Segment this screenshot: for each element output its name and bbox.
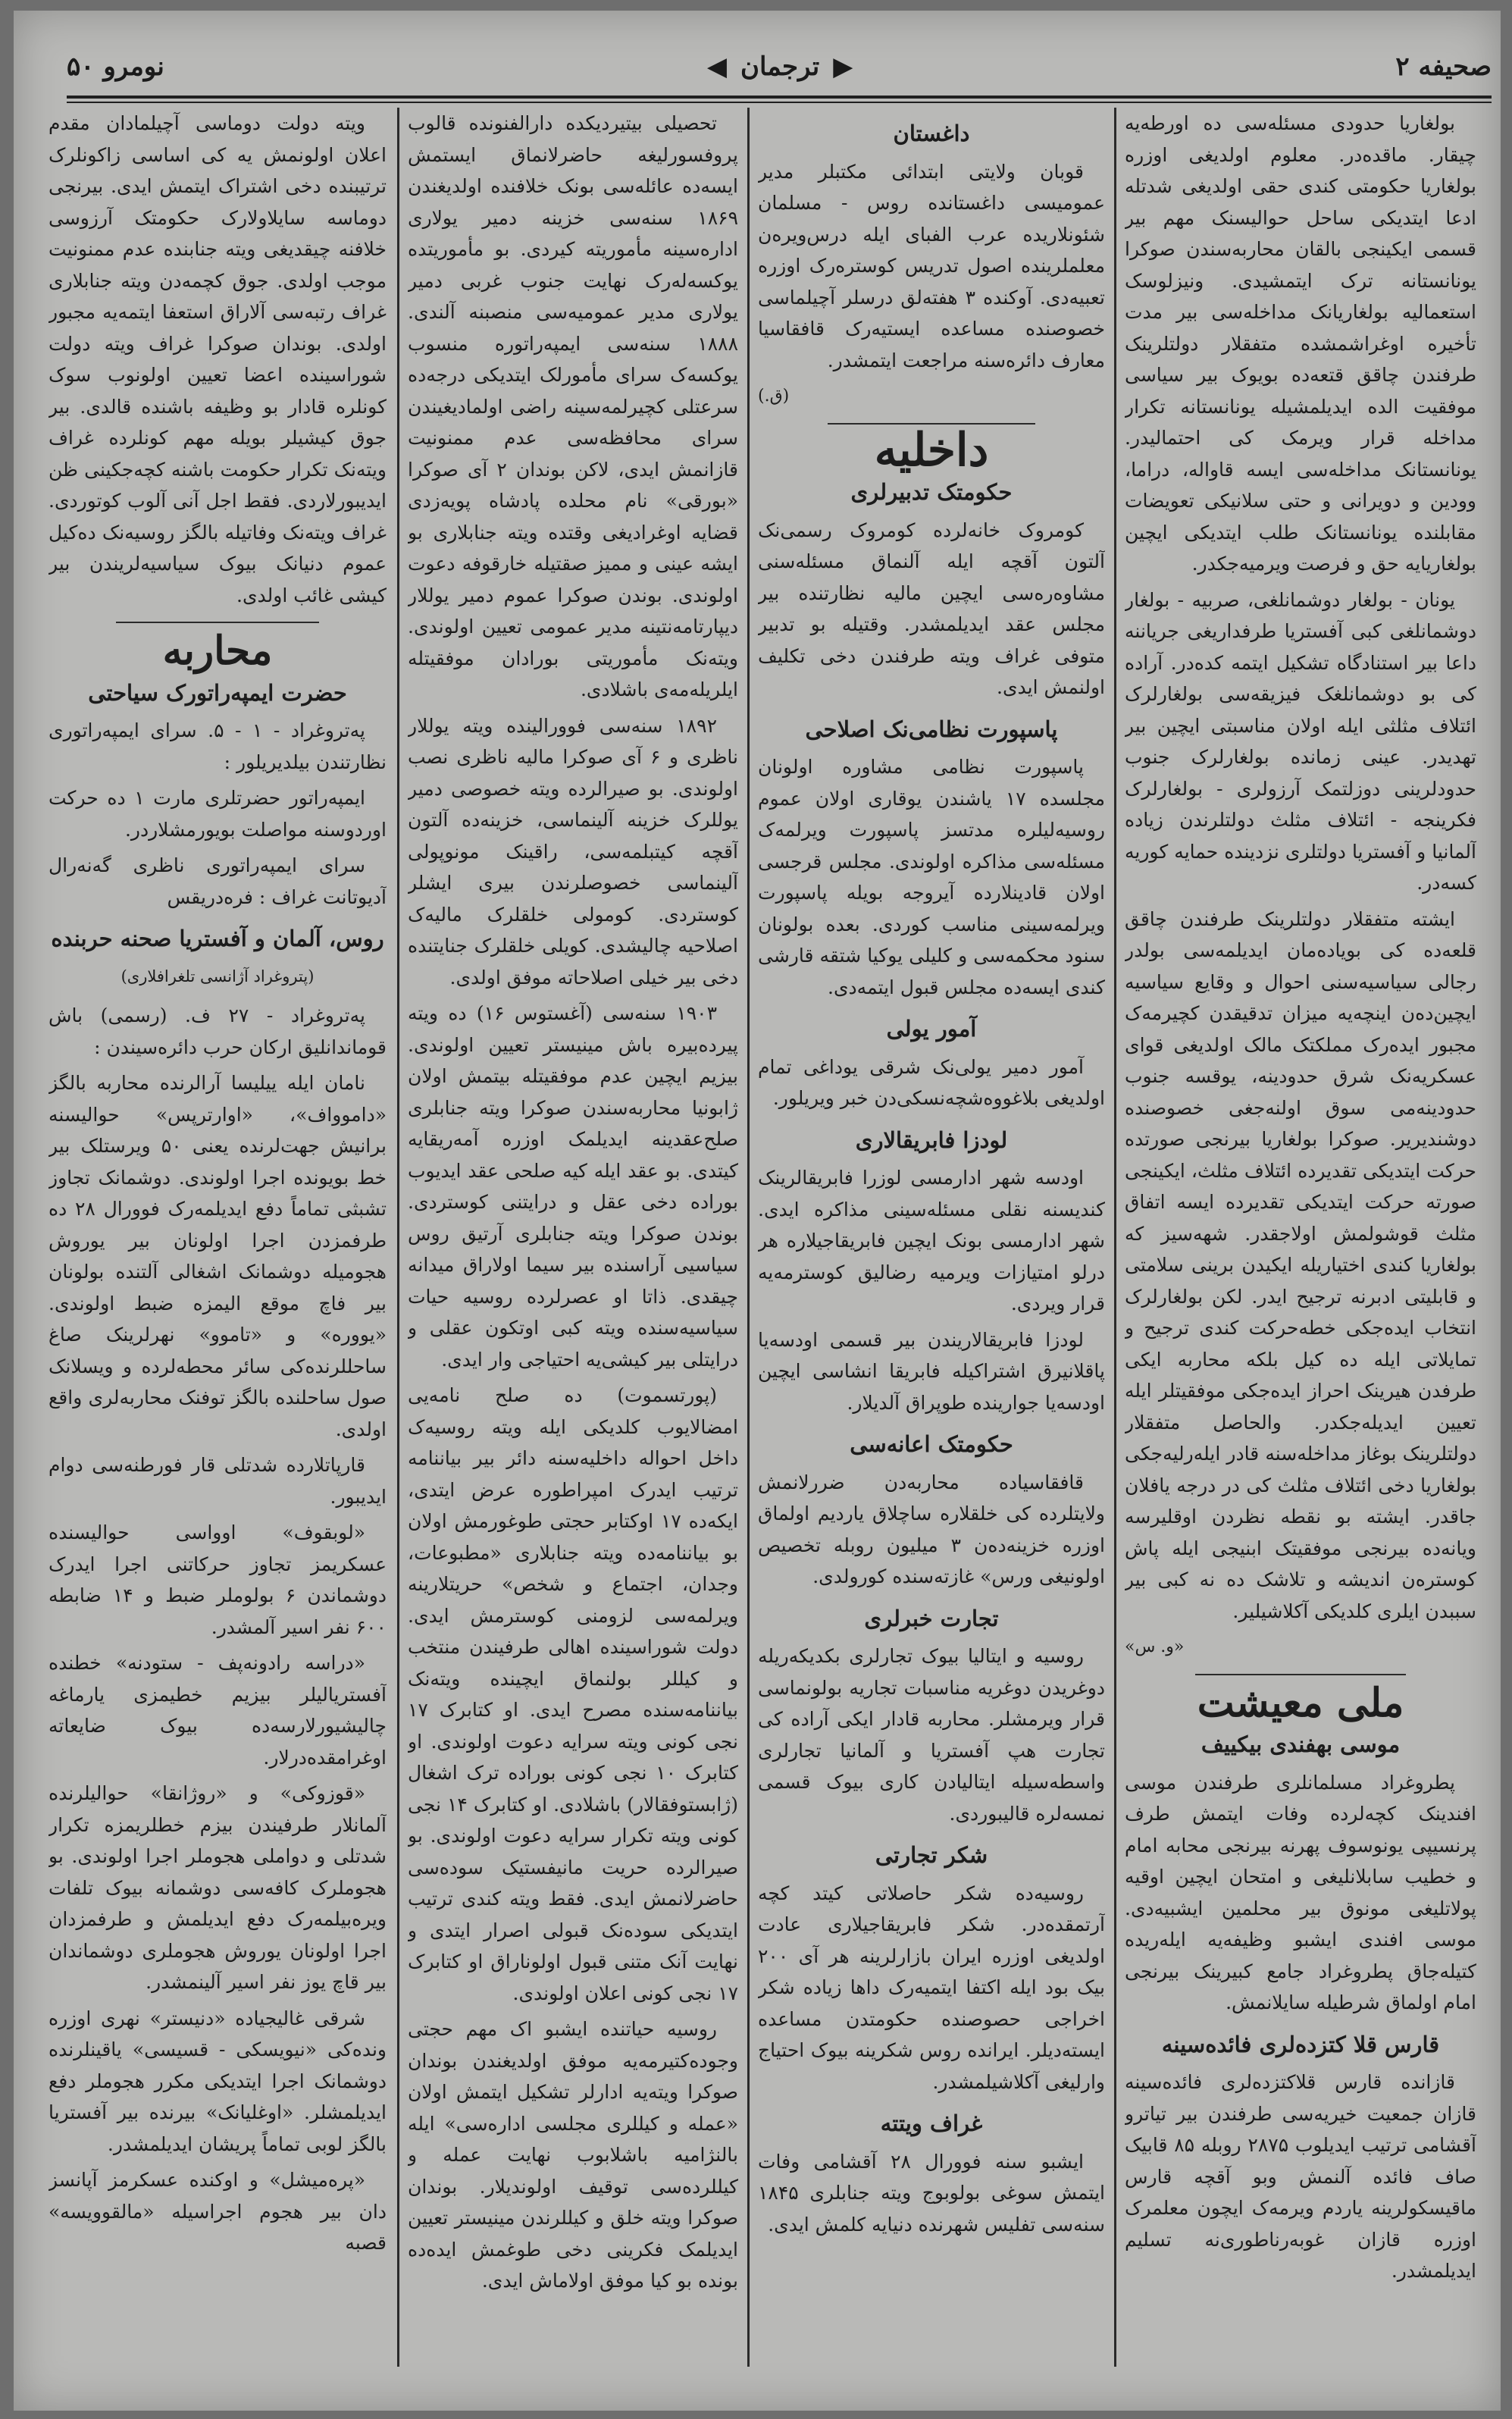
article-heading: غراف ویتته xyxy=(880,2110,983,2136)
article-paragraph: روسیه و ایتالیا بیوک تجارلری بکدیکه‌ریله دوغریدن دوغریه مناسبات تجاریه بولونماسی قرار ویرمشلر. محاربه قادار ایکی آراده کی تجارت هپ آفستریا و آلمانیا تجارلری واسطه‌سیله ایتالیادن کاری بیوک قسمی نمسه‌لره قالیبوردی. xyxy=(758,1645,1105,1825)
section-heading-dahiliye: داخلیه xyxy=(874,423,989,477)
column-divider xyxy=(397,108,399,2367)
article-paragraph: پاسپورت نظامی مشاوره اولونان مجلسده ۱۷ یاشندن یوقاری اولان عموم روسیه‌لیلره مدتسز پاسپورت ویرلمه‌ک مسئله‌سی مذاکره اولوندی. مجلس قرجسی اولان قادینلار‌ده آیروجه بویله پاسپورت ویرلمه‌سینی مناسب کوردی. بعده بولونان سنود محکمه‌سی و کلیلی یوکیا شتقه قارشی کندی ایسه‌ده مجلس قبول ایتمه‌دی. xyxy=(758,756,1105,998)
column-divider xyxy=(747,108,750,2367)
page-header xyxy=(67,44,1492,89)
article-heading: موسی بهفندی بیکییف xyxy=(1201,1731,1401,1757)
article-heading: پاسپورت نظامی‌نک اصلاحی xyxy=(805,716,1058,742)
article-paragraph: په‌تروغراد - ۱ - ۵. سرای ایمپه‌راتوری نظارتندن بیلدیریلور : xyxy=(49,719,387,773)
article-heading: آمور یولی xyxy=(886,1016,977,1042)
article-heading: لودزا فابریقالاری xyxy=(855,1126,1008,1153)
article-heading: حکومتک اعانه‌سی xyxy=(850,1431,1013,1457)
newspaper-page xyxy=(14,11,1501,2411)
article-paragraph: روسیه‌ده شکر حاصلاتی کیتد کچه آرتمقده‌در. شکر فابریقاجیلاری عادت اولدیغی اوزره ایران بازارلرینه هر آی ۲۰۰ بیک بود ایله اکتفا ایتمیه‌رک داها زیاده شکر اخراجی حصوصنده حکومتدن مساعده ایسته‌دیلر. ایرانده روس شکرینه بیوک احتیاج وارلیغی آکلاشیلمشدر. xyxy=(758,1882,1105,2093)
article-signature: «و. س» xyxy=(1125,1637,1185,1656)
article-paragraph: ویته دولت دوماسی آچیلمادان مقدم اعلان اولونمش یه کی اساسی زاکونلرک ترتیبنده دخی اشتراک ایتمش ایدی. بیرنجی دوماسه سایلاولارک حکومتک آرزوسی خلافنه چیقدیغی ویته جنابنده عدم ممنونیت موجب اولدی. جوق کچمه‌دن ویته جنابلاری غراف رتبه‌سی آلاراق استعفا ایتمه‌یه مجبور اولدی. بوندان صوکرا غراف ویته دولت شوراسینده اعضا تعیین اولونوب سوک کونلره قادار بو وظیفه باشنده قالدی. بیر جوق کیشیلر بویله مهم کونلرده غراف ویته‌نک تکرار حکومت باشنه کچه‌جکینی ظن ایدیبورلاردی. فقط اجل آنی آلوب کوتوردی. غراف ویته‌نک وفاتیله بالگز روسیه‌نک ده‌کیل عموم دنیانک بیوک سیاسیه‌لریندن بیر کیشی غائب اولدی. xyxy=(49,112,387,606)
article-paragraph: ایمپه‌راتور حضرتلری مارت ۱ ده حرکت اوردوسنه مواصلت بویورمشلاردر. xyxy=(49,787,387,841)
article-heading: حضرت ایمپه‌راتورک سیاحتی xyxy=(88,679,347,706)
article-paragraph: لودزا فابریقالاریندن بیر قسمی اودسه‌یا پاقلانیرق اشترا‌کیله فابریقا انشاسی ایچین اودسه‌یا جوارینده طوپراق آلدیلار. xyxy=(758,1328,1105,1414)
article-paragraph: روسیه حیاتنده ایشبو اک مهم حجتی وجوده‌کتیرمه‌یه موفق اولدیغندن بوندان صوکرا ویته‌یه ادارلر تشکیل ایتمش اولان «عمله و کیللری مجلسی اداره‌سی» ایله بالنژامیه باشلابوب نهایت عمله و کیللرده‌سی توقیف اولوندیلار. بوندان صوکرا ویته خلق و کیللرندن مینیستر تعیین ایدیلمک فکرینی دخی طوغمش ایده‌ده بونده بو کیا موفق اولاماش ایدی. xyxy=(408,2018,738,2292)
article-paragraph: (پورتسموت) ده صلح نامه‌یی امضالایوب کلدیکی ایله ویته روسیه‌ک داخل احواله داخلیه‌سنه دائر بیر بیاننامه ترتیب ایدرک امپراطوره عرض ایتدی، ایکه‌ده ۱۷ اوکتابر حجتی طوغورمش اولان بو بیاننامه‌ده ویته جنابلاری «مطبوعات، وجدان، اجتماع و شخص» حریتلارینه ویرلمه‌سی لزومنی کوسترمش ایدی. دولت شوراسینده اهالی طرفیندن منتخب و کیللر بولنماق ایچینده ویته‌نک بیاننامه‌سنده مصرح ایدی. او کتابرک ۱۷ نجی کونی ویته سرایه دعوت اولوندی. او کتابرک ۱۰ نجی کونی بوراده ترک اشغال (ژابستوفقالار) باشلادی. او کتابرک ۱۴ نجی کونی ویته تکرار سرایه دعوت اولوندی. بو صیرالرده حریت مانیفستیک سوده‌سی حاضرلانمش ایدی. فقط ویته کندی ترتیب ایتدیکی سوده‌نک قبولی اصرار ایتدی و نهایت آنک متنی قبول اولوناراق او کتابرک ۱۷ نجی کونی اعلان اولوندی. xyxy=(408,1384,738,2004)
article-paragraph: «پره‌میشل» و اوکنده عسکرمز آپانسز دان بیر هجوم اجراسیله «مالقوویسه» قصبه xyxy=(49,2169,387,2254)
section-heading-mili: ملی معیشت xyxy=(1197,1679,1404,1726)
article-paragraph: ایشبو سنه فوورال ۲۸ آقشامی وفات ایتمش سوغی بولوبوج ویته جنابلری ۱۸۴۵ سنه‌سی تفلیس شهرنده دنیایه کلمش ایدی. xyxy=(758,2150,1105,2236)
article-heading: داغستان xyxy=(893,121,970,146)
article-paragraph: قوبان ولایتی ابتدائی مکتبلر مدیر عمومیسی داغستانده روس - مسلمان شئونلاریده عرب الفبای ایله درس‌ویره‌ن معلملرینده اصول تدریس کوستره‌رک اوزره تعبیه‌دی. آوکنده ۳ هفته‌لق درسلر آچیلماسی خصوصنده مساعده ایستیه‌رک قافقاسیا معارف دائره‌سنه مراجعت ایتمشدر. xyxy=(758,160,1105,371)
article-paragraph: پطروغراد مسلمانلری طرفندن موسی افندینک کچه‌لرده وفات ایتمش طرف پرنسیپی یونوسوف پهرنه بیرنجی محابه امام و خطیب سابلانلیغی و امتحان ایچین اوقیه پولاتلیغی مونوق بیر محلمین ایشبیه‌دی. موسی افندی ایشبو وظیفه‌یه ایله‌ریده کتیله‌جاق پطروغراد جامع کبیرینک بیرنجی امام اولماق شرطیله سایلانمش. xyxy=(1125,1771,1476,2013)
article-subheading: (پتروغراد آژانسی تلغرافلاری) xyxy=(121,967,315,985)
article-paragraph: اودسه شهر ادارمسی لوزرا فابریقالرینک کندیسنه نقلی مسئله‌سینی مذاکره ایدی. شهر ادارمسی بونک ایچین فابریقاجیلاره هر درلو امتیازات ویرمیه رضالیق کوسترمه‌یه قرار ویردی. xyxy=(758,1167,1105,1314)
article-paragraph: ایشته متفقلار دولتلرینک طرفندن چاقق قلعه‌ده کی بویاده‌مان ایدیلمه‌سی بولدر رجالی سیاسیه‌سنی احوال و وقایع سیاسیه ایچین‌ده‌ن اینچه‌یه میزان تدقیقدن کچیرمه‌ک مجبور ایده‌رک مملکتک مالک اولدیغی قوای عسکریه‌نک شرق حدودینه، یوقسه جنوب حدودینه‌می سوق اولنه‌جغی خصوصنده دوشندیریر. صوکرا بولغاریا بیرنجی صورتده حرکت ایتدیکی تقدیرده ائتلاف مثلث، ایکینجی صورته حرکت ایتدیکی تقدیرده ایسه اتفاق مثلث قوشولمش اولاجقدر. شهه‌سیز که بولغاریا کندی اختیاریله ایکیدن برینی سلامتی و قابلیتی ادبرنه ترجیح ایدر. لکن بولغارلرک انتخاب ایده‌جکی خطه‌حرکت کندی ترجیح و تمایلاتی ایله ده کیل بلکه محاربه ایکی طرفدن هیرینک احراز ایده‌جکی موفقیتلر ایله تعیین ایدیله‌جکدر. والحاصل متفقلار دولتلرینک بوغاز مداخله‌سنه قادر ایله‌رلیه‌جکی بولغاریا دخی ائتلاف مثلث کی در درجه یافلان جاقدر. ایشته بو نقطه نظردن اوقلیرسه ویانه‌ده بیرنجی موفقیتک ابنیجی ایله پاش کوستره‌ن اندیشه و تلاشک ده نه کبی بیر سببدن ایلری کلدیکی آکلاشیلیر. xyxy=(1125,907,1476,1622)
article-paragraph: قافقاسیاده محاربه‌دن ضررلانمش ولایتلرده کی خلقلاره ساچلاق یاردیم اولماق اوزره خزینه‌ده‌ن ۳ میلیون روبله تخصیص اولونیغی ورس» غازته‌سنده کورولدی. xyxy=(758,1471,1105,1587)
article-paragraph: نامان ایله ییلیسا آرالرنده محاربه بالگز «داموواف»، «اوارترپس» حوالیسنه برانیش جهت‌لرنده یعنی ۵۰ ویرستلک بیر خط بویونده اجرا اولوندی. دوشمانک تجاوز تشبثی تماماً دفع ایدیلمه‌رک فوورال ۲۸ ده طرفمزدن اجرا اولونان بیر یوروش هجومیله دوشمانک اشغالی آلتنده بولونان بیر فاچ موقع الیمزه ضبط اولوندی. «یووره» و «تاموو» نهرلرینک صاغ ساحللرنده‌کی سائر محطه‌لرده و ویسلانک صول ساحلنده بالگز توفنک محاربه‌لری واقع اولدی. xyxy=(49,1072,387,1440)
header-rule-thin xyxy=(67,102,1492,103)
article-paragraph: کومروک خانه‌لرده کومروک رسمی‌نک آلتون آقچه ایله آلنماق مسئله‌سنی مشاوه‌ره‌سی ایچین مالیه نظارتنده بیر مجلس عقد ایدیلمشدر. وقتیله بو تدبیر متوفی غراف ویته طرفندن دخی تکلیف اولنمش ایدی. xyxy=(758,519,1105,698)
article-paragraph: شرقی غالیجیاده «دنیستر» نهری اوزره ونده‌کی «نیویسکی - قسیسی» یاقینلرنده دوشمانک اجرا ایتدیکی مکرر هجوملر دفع ایدیلمشلر. «اوغلیانک» بیرنده بیر آفستریا بالگز لوبی تماماً پریشان ایدیلمشدر. xyxy=(49,2007,387,2155)
article-paragraph: قارپاتلارده شدتلی قار فورطنه‌سی دوام ایدیبور. xyxy=(49,1454,387,1508)
article-heading: شکر تجارتی xyxy=(875,1842,988,1868)
section-divider xyxy=(1195,1674,1406,1675)
newspaper-title: ترجمان xyxy=(740,52,820,82)
page-number-label: صحیفه ۲ xyxy=(1395,52,1492,82)
article-paragraph: «لوبقوف» اوواسی حوالیسنده عسکریمز تجاوز حرکاتنی اجرا ایدرک دوشماندن ۶ بولوملر ضبط و ۱۴ ضابطه ۶۰۰ نفر اسیر آلمشدر. xyxy=(49,1521,387,1638)
article-paragraph: «دراسه رادونه‌پف - ستودنه» خطنده آفستریالیلر بیزیم خطیمزی یارماغه چالیشیورلار‌سه‌ده بیوک ضایعاته اوغرامقده‌درلار. xyxy=(49,1652,387,1769)
article-paragraph: آمور دمیر یولی‌نک شرقی یوداغی تمام اولدیغی بلاغووه‌شچه‌نسکی‌دن خبر ویریلور. xyxy=(758,1055,1105,1109)
arrow-right-ornament: ▶ xyxy=(833,52,853,82)
section-divider xyxy=(116,622,319,623)
header-rule xyxy=(67,96,1492,99)
article-paragraph: یونان - بولغار دوشمانلغی، صربیه - بولغار دوشمانلغی کبی آفستریا طرفداریغی جریاننه داعا بیر استناد‌گاه تشکیل ایتمه کده‌در. آراده کی بو دوشمانلغک فیزیقه‌سی بولغارلرک ائتلاف مثلثی ایله اولان مناسبتی ایچین بیر تهدیدر. عینی زمانده بولغارلرک جنوب حدودلرینی دوزلتمک آرزولری - بولغارلرک فکرینجه - ائتلاف مثلث دولتلرندن زیاده آلمانیا و آفستریا دولتلری نزدینده حمایه کوریه کسه‌در. xyxy=(1125,588,1476,894)
article-paragraph: بولغاریا حدودی مسئله‌سی ده اورطه‌یه چیقار. ماقده‌در. معلوم اولدیغی اوزره بولغاریا حکومتی کندی حقی اولدیغی شدتله ادعا ایتدیکی ساحل حوالیسنک مهم بیر قسمی ایکینجی بالقان محاربه‌سندن صوکرا یونانستانه ترک ایتمشیدی. ونیزلوسک استعمالیه بولغاریانک مداخله‌سی بیر مدت تأخیره اوغراشمشده متفقلار دولتلرینک طرفندن چاقق قتعه‌ده بویوک بیر سیاسی موفقیت الده ایدیلمشیله یونانستانه تکرار مداخله قرار ویرمک کی احتمالیدر. یونانستانک مداخله‌سی ایسه قاواله، دراما، وودین و دویرانی و حتی سلانیکی تعویضات مقابلنده یونانستانک طلب ایتدیکی ایچین بولغاریایه حق و فرصت ویرمیه‌جکدر. xyxy=(1125,112,1476,575)
article-paragraph: ۱۸۹۲ سنه‌سی فوورالینده ویته یوللار ناظری و ۶ آی صوکرا مالیه ناظری نصب اولوندی. بو صیرالرده ویته خصوصی دمیر یوللرک خزینه آلینماسی، خزینه‌ده آلتون آقچه کیتبلمه‌سی، راقینک مونوپولی آلینماسی خصوصلرندن بیری ایشلر کوستردی. کومولی خلقلرک مالیه‌ک اصلاحیه چالیشدی. کویلی خلقلرک جنایتنده دخی بیر خیلی اصلاحاته موفق اولدی. xyxy=(408,714,738,989)
column-3 xyxy=(408,108,738,2382)
arrow-left-ornament: ◀ xyxy=(706,52,727,82)
masthead xyxy=(707,52,853,82)
article-heading: حکومتک تدبیرلری xyxy=(850,479,1013,505)
article-paragraph: تحصیلی بیتیردیکده دارالفنونده قالوب پروفسورلیغه حاضرلانماق ایستمش ایسه‌ده عائله‌سی بونک خلافنده اولدیغندن ۱۸۶۹ سنه‌سی خزینه دمیر یولاری اداره‌سینه مأموریته کیردی. بو مأموریتده یوکسه‌له‌رک نهایت جنوب غربی دمیر یولاری مدیر عمومیه‌سی منصبنه آلندی. ۱۸۸۸ سنه‌سی ایمپه‌راتوره منسوب یوکسه‌ک سرای مأمورلک ایتدیکی درجه‌ده سرعتلی کچیرلمه‌سینه راضی اولمادیغیندن سرای محافظه‌سی عدم ممنونیت قازانمش ایدی، لاکن بوندان ۲ آی صوکرا «بورقی» نام محلده پادشاه پویه‌زدی قضایه اوغرادیغی وقتده ویته جنابلاری بو ایشه عینی و ممیز صقتیله خارقوفه دعوت اولوندی. بوندن صوکرا عموم دمیر یوللار دیپارتامه‌نتینه مدیر عمومی تعیین اولوندی. ویته‌نک مأموریتی بورادان موفقیتله ایلریله‌مه‌ی باشلادی. xyxy=(408,112,738,700)
column-divider xyxy=(1114,108,1116,2367)
article-heading: روس، آلمان و آفستریا صحنه حربنده xyxy=(51,926,384,951)
article-paragraph: «قوزوکی» و «روژانقا» حوالیلرنده آلمانلار طرفیندن بیزم خطلریمزه تکرار شدتلی و دواملی هجوملر اجرا اولوندی. بو هجوملرک کافه‌سی دوشمانه بیوک تلفات ویره‌بیلمه‌رک دفع ایدیلمش و طرفمزدان اجرا اولونان یوروش هجوملری دوشماندان بیر قاچ یوز نفر اسیر آلینمشدر. xyxy=(49,1782,387,1993)
column-1 xyxy=(1125,108,1476,2382)
article-paragraph: په‌تروغراد - ۲۷ ف. (رسمی) باش قوماندانلیق ارکان حرب دائره‌سیندن : xyxy=(49,1004,387,1058)
column-2 xyxy=(758,108,1105,2382)
article-heading: قارس قلا کتزده‌لری فائده‌سینه xyxy=(1161,2031,1440,2057)
article-paragraph: سرای ایمپه‌راتوری ناظری گه‌نه‌رال آدیوتانت غراف : فره‌دریقس xyxy=(49,854,387,908)
article-heading: تجارت خبرلری xyxy=(864,1605,999,1631)
article-signature: (ق.) xyxy=(758,387,790,406)
column-4 xyxy=(49,108,387,2382)
article-paragraph: قازانده قارس قلاکتزده‌لری فائده‌سینه قازان جمعیت خیریه‌سی طرفندن بیر تیاترو آقشامی ترتیب ایدیلوب ۲۸۷۵ روبله ۸۵ قابیک صاف فائده آلنمش وبو آقچه قارس ماقیسکولرینه یاردم ویرمه‌ک ایچون معلمرک اوزره قازان غوبه‌رناطوری‌نه تسلیم ایدیلمشدر. xyxy=(1125,2071,1476,2282)
issue-number-label: نومرو ۵۰ xyxy=(67,52,164,82)
section-heading-muharebe: محاربه xyxy=(162,628,273,674)
article-paragraph: ۱۹۰۳ سنه‌سی (آغستوس ۱۶) ده ویته پیرده‌بیره باش مینیستر تعیین اولوندی. بیزیم ایچین عدم موفقیتله بیتمش اولان ژابونیا محاربه‌سندن صوکرا ویته جنابلری صلح‌عقدینه ایدیلمک اوزره آمه‌ریقایه کیتدی. بو عقد ایله کیه صلحی عقد ایدیوب بوراده دخی عقل و درایتنی کوستردی. بوندن صوکرا ویته جنابلری آرتیق روس سیاسیی آراسنده بیر سیما اولاراق میدانه چیقدی. ذاتا او عصرلرده روسیه حیات سیاسیه‌سنده ویته کبی اوتکون عقلی و درایتلی بیر کیشی‌یه احتیاجی وار ایدی. xyxy=(408,1002,738,1371)
